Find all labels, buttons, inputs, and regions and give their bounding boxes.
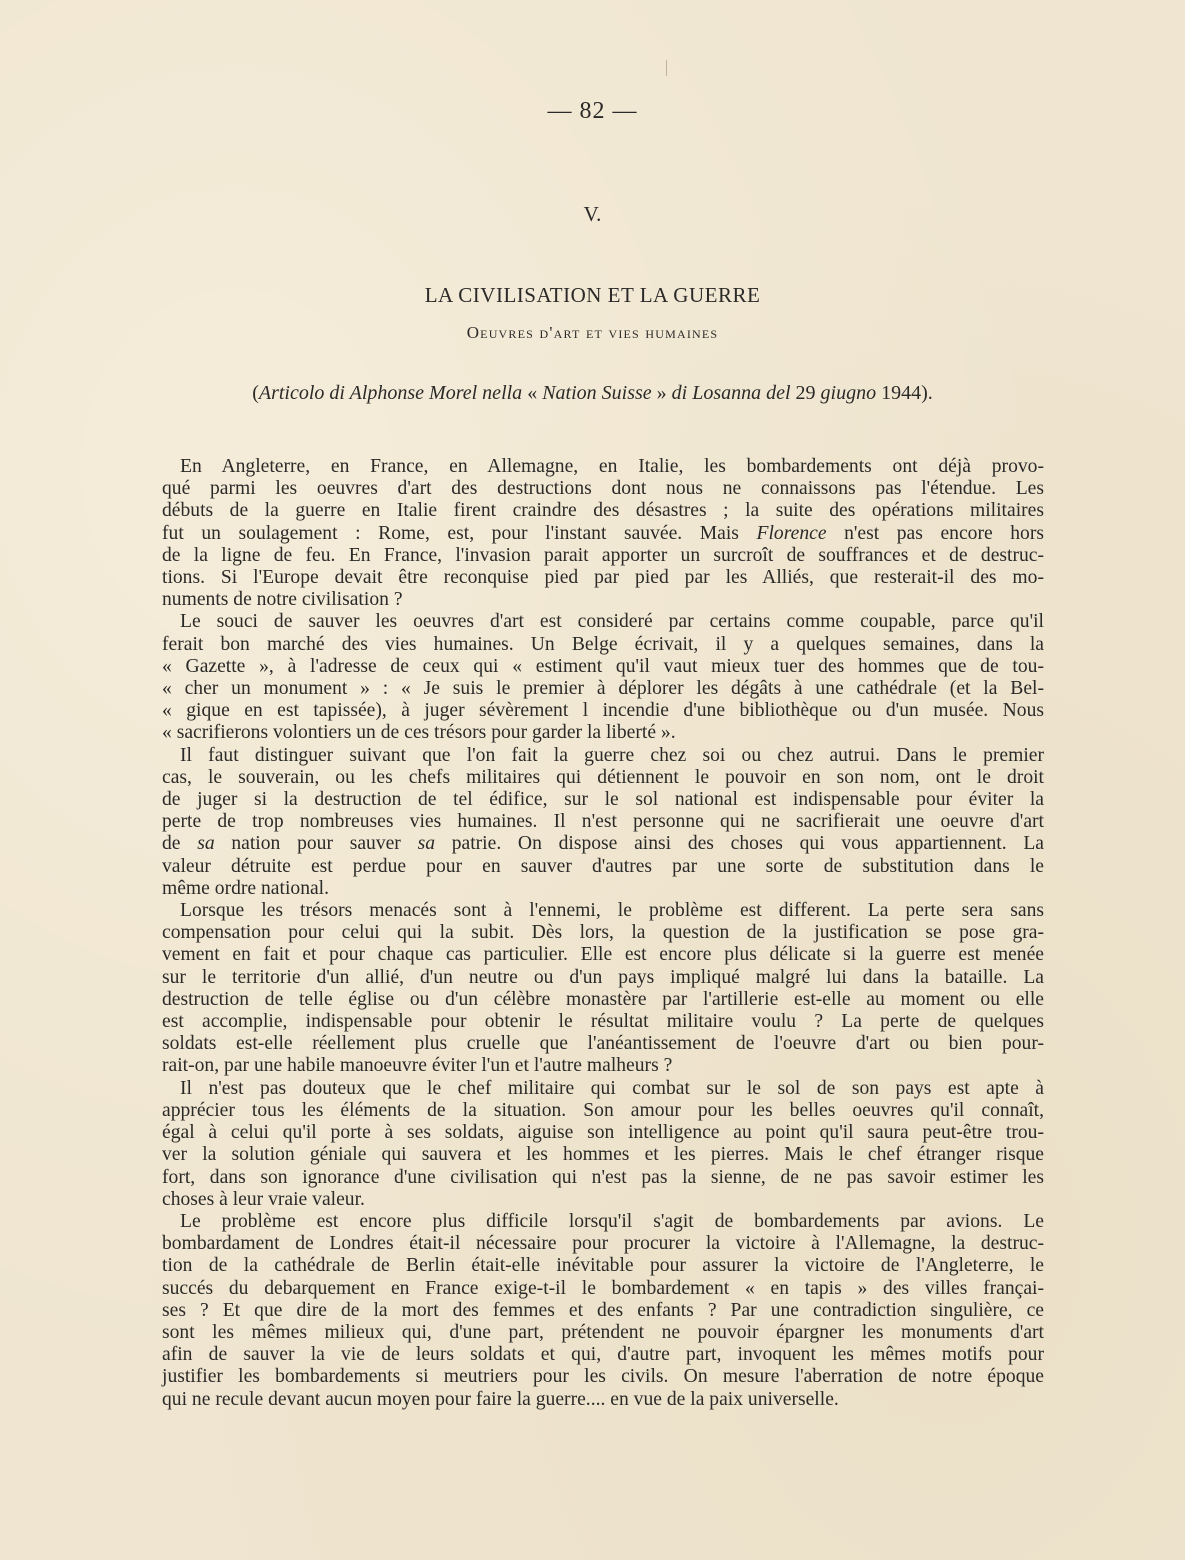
attribution-place: di Losanna del (671, 382, 796, 404)
section-number: V. (583, 202, 602, 226)
text-line: soldats est-elle réellement plus cruelle que l'anéantissement de l'oeuvre d'art ou bien pour- (162, 1033, 1044, 1055)
text-line: valeur détruite est perdue pour en sauver d'autres par une sorte de substitution dans le (162, 855, 1044, 877)
text-line: de juger si la destruction de tel édifice, sur le sol national est indispensable pour éviter la (162, 789, 1044, 811)
text-line: même ordre national. (162, 877, 330, 899)
text-line: destruction de telle église ou d'un célèbre monastère par l'artillerie est-elle au moment ou elle (162, 988, 1044, 1010)
text-line: perte de trop nombreuses vies humaines. Il n'est personne qui ne sacrifierait une oeuvre d'art (162, 811, 1044, 833)
attribution-open: ( (252, 382, 259, 404)
article-subtitle: Oeuvres d'art et vies humaines (466, 323, 719, 342)
article-attribution (0, 382, 1185, 405)
text-line: succés du debarquement en France exige-t-il le bombardement « en tapis » des villes françai- (162, 1277, 1044, 1299)
text-line: afin de sauver la vie de leurs soldats et qui, d'autre part, invoquent les mêmes motifs pour (162, 1344, 1044, 1366)
text-line: Il faut distinguer suivant que l'on fait la guerre chez soi ou chez autrui. Dans le premier (180, 744, 1044, 766)
article-body (162, 456, 1044, 1411)
text-line: Le souci de sauver les oeuvres d'art est consideré par certains comme coupable, parce qu'il (180, 611, 1044, 633)
text-line: sur le territorie d'un allié, d'un neutre ou d'un pays impliqué malgré lui dans la bataille. La (162, 966, 1044, 988)
text-line: vement en fait et pour chaque cas particulier. Elle est encore plus délicate si la guerre est menée (162, 944, 1044, 966)
text-line: débuts de la guerre en Italie firent craindre des désastres ; la suite des opérations militaires (162, 500, 1044, 522)
text-line: « gique en est tapissée), à juger sévèrement l incendie d'une bibliothèque ou d'un musée. Nous (162, 700, 1044, 722)
attribution-day: 29 (795, 382, 816, 404)
text-line: « cher un monument » : « Je suis le premier à déplorer les dégâts à une cathédrale (et la Bel- (162, 678, 1044, 700)
text-line: « Gazette », à l'adresse de ceux qui « estiment qu'il vaut mieux tuer des hommes que de tou- (162, 655, 1044, 677)
text-line: fort, dans son ignorance d'une civilisation qui n'est pas la sienne, de ne pas savoir estimer les (162, 1166, 1044, 1188)
paragraph (162, 1078, 1044, 1211)
text-line: « sacrifierons volontiers un de ces trésors pour garder la liberté ». (162, 722, 676, 744)
text-line: En Angleterre, en France, en Allemagne, en Italie, les bombardements ont déjà provo- (180, 456, 1044, 477)
text-line: compensation pour celui qui la subit. Dès lors, la question de la justification se pose gra- (162, 922, 1044, 944)
attribution-year: 1944 (881, 382, 922, 404)
article-title: LA CIVILISATION ET LA GUERRE (424, 283, 761, 307)
text-line: apprécier tous les éléments de la situation. Son amour pour les belles oeuvres qu'il connaît, (162, 1099, 1044, 1121)
attribution-quote-open: « (527, 382, 543, 404)
attribution-quote-close: » (651, 382, 672, 404)
text-line: de sa nation pour sauver sa patrie. On dispose ainsi des choses qui vous appartiennent. La (162, 833, 1044, 855)
paper-mark (666, 60, 667, 76)
text-line: tion de la cathédrale de Berlin était-elle inévitable pour assurer la victoire de l'Angleterre, le (162, 1255, 1044, 1277)
text-line: tions. Si l'Europe devait être reconquise pied par pied par les Alliés, que resterait-il des mo- (162, 567, 1044, 589)
page-number: — 82 — (547, 98, 638, 124)
text-line: qui ne recule devant aucun moyen pour faire la guerre.... en vue de la paix universelle. (162, 1388, 839, 1410)
text-line: de la ligne de feu. En France, l'invasion parait apporter un surcroît de souffrances et de destruc- (162, 544, 1044, 566)
text-line: Il n'est pas douteux que le chef militaire qui combat sur le sol de son pays est apte à (180, 1077, 1044, 1099)
paragraph (162, 900, 1044, 1078)
attribution-month: giugno (815, 382, 882, 404)
text-line: ver la solution géniale qui sauvera et les hommes et les pierres. Mais le chef étranger risque (162, 1144, 1044, 1166)
paragraph (162, 611, 1044, 744)
attribution-journal: Nation Suisse (542, 382, 652, 404)
text-line: bombardament de Londres était-il nécessaire pour procurer la victoire à l'Allemagne, la destruc- (162, 1233, 1044, 1255)
text-line: justifier les bombardements si meutriers pour les civils. On mesure l'aberration de notre époque (162, 1366, 1044, 1388)
text-line: rait-on, par une habile manoeuvre éviter l'un et l'autre malheurs ? (162, 1055, 673, 1077)
attribution-close: ). (921, 382, 933, 404)
text-line: est accomplie, indispensable pour obtenir le résultat militaire voulu ? La perte de quelques (162, 1011, 1044, 1033)
paragraph (162, 745, 1044, 900)
text-line: Lorsque les trésors menacés sont à l'ennemi, le problème est different. La perte sera sans (180, 900, 1044, 922)
text-line: ferait bon marché des vies humaines. Un Belge écrivait, il y a quelques semaines, dans la (162, 633, 1044, 655)
text-line: Le problème est encore plus difficile lorsqu'il s'agit de bombardements par avions. Le (180, 1210, 1044, 1232)
text-line: égal à celui qu'il porte à ses soldats, aiguise son intelligence au point qu'il saura peut-être trou- (162, 1122, 1044, 1144)
text-line: cas, le souverain, ou les chefs militaires qui détiennent le pouvoir en son nom, ont le droit (162, 766, 1044, 788)
text-line: ses ? Et que dire de la mort des femmes et des enfants ? Par une contradiction singulière, ce (162, 1299, 1044, 1321)
attribution-author: Articolo di Alphonse Morel nella (258, 382, 528, 404)
text-line: qué parmi les oeuvres d'art des destructions dont nous ne connaissons pas l'étendue. Les (162, 478, 1044, 500)
text-line: choses à leur vraie valeur. (162, 1188, 365, 1210)
text-line: sont les mêmes milieux qui, d'une part, prétendent ne pouvoir épargner les monuments d'art (162, 1321, 1044, 1343)
paragraph (162, 456, 1044, 611)
text-line: fut un soulagement : Rome, est, pour l'instant sauvée. Mais Florence n'est pas encore hors (162, 522, 1044, 544)
text-line: numents de notre civilisation ? (162, 589, 403, 611)
paragraph (162, 1211, 1044, 1411)
